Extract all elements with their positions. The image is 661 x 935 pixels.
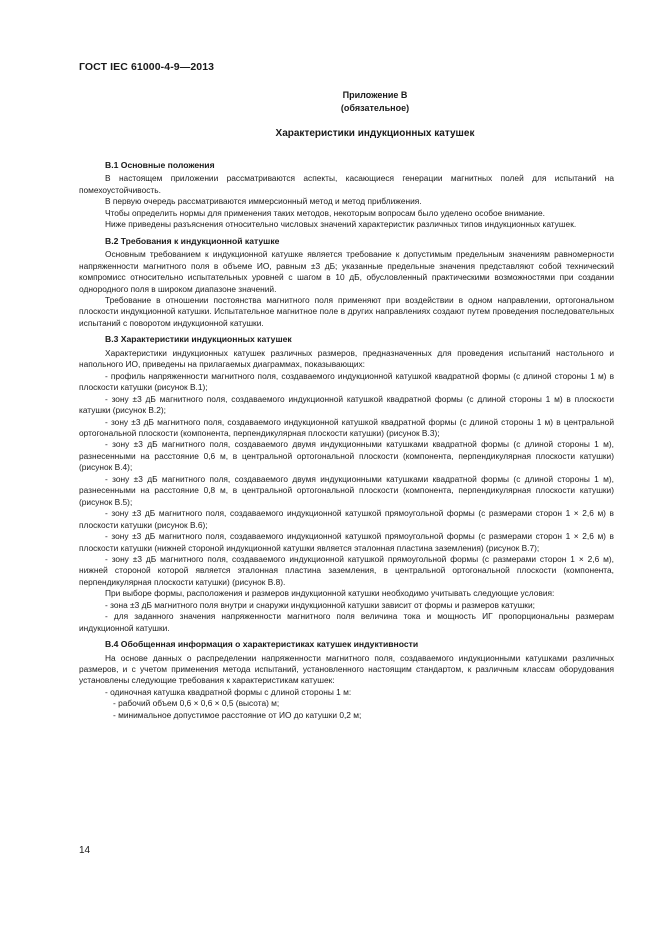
paragraph: Требование в отношении постоянства магнитного поля применяют при воздействии в одном направлении, ортогональном плоскости индукционной катушки. Испытательное магнитное поле в других направлениях создают путем проведения последовательных испытаний с поворотом индукционной катушки. bbox=[79, 294, 614, 328]
annex-heading: Характеристики индукционных катушек bbox=[275, 128, 475, 139]
paragraph: Основным требованием к индукционной катушке является требование к допустимым предельным значениям равномерности напряженности магнитного поля в объеме ИО, равным ±3 дБ; указанные предельные значения представляют собой технический компромисс относительно испытательных уровней с шагом в 10 дБ, обусловленный практическими возможностями при создании однородного поля в широком диапазоне значений. bbox=[79, 249, 614, 294]
paragraph: На основе данных о распределении напряженности магнитного поля, создаваемого индукционными катушками различных размеров, и с учетом применения метода испытаний, установленного настоящим стандартом, к различным классам оборудования установлены следующие требования к характеристикам катушек: bbox=[79, 652, 614, 686]
standard-designation: ГОСТ IEC 61000-4-9—2013 bbox=[79, 61, 215, 73]
list-item: - зону ±3 дБ магнитного поля, создаваемого индукционной катушкой прямоугольной формы (с размерами сторон 1 × 2,6 м) в плоскости катушки (рисунок В.6); bbox=[79, 508, 614, 530]
list-item: - зону ±3 дБ магнитного поля, создаваемого двумя индукционными катушками квадратной формы (с длиной стороны 1 м), разнесенными на расстояние 0,8 м, в центральной ортогональной плоскости (компонента, перпендикулярная плоскости катушки) (рисунок В.5); bbox=[79, 473, 614, 507]
list-item: - зону ±3 дБ магнитного поля, создаваемого двумя индукционными катушками квадратной формы (с длиной стороны 1 м), разнесенными на расстояние 0,6 м, в центральной ортогональной плоскости (компонента, перпендикулярная плоскости катушки) (рисунок В.4); bbox=[79, 439, 614, 473]
sub-list-item: - рабочий объем 0,6 × 0,6 × 0,5 (высота) м; bbox=[113, 698, 280, 709]
paragraph: Ниже приведены разъяснения относительно числовых значений характеристик различных типов индукционных катушек. bbox=[105, 219, 577, 230]
page-number: 14 bbox=[79, 845, 91, 856]
list-item: - зону ±3 дБ магнитного поля, создаваемого индукционной катушкой квадратной формы (с длиной стороны 1 м) в плоскости катушки (рисунок В.2); bbox=[79, 393, 614, 416]
document-body bbox=[79, 160, 614, 721]
list-item: - одиночная катушка квадратной формы с длиной стороны 1 м: bbox=[105, 686, 352, 697]
list-item: - зону ±3 дБ магнитного поля, создаваемого индукционной катушкой прямоугольной формы (с размерами сторон 1 × 2,6 м) в плоскости катушки (нижней стороной индукционной катушки является эталонная пластина заземления) (рисунок В.7); bbox=[79, 531, 614, 553]
section-heading: В.4 Обобщенная информация о характеристиках катушек индуктивности bbox=[105, 639, 419, 650]
paragraph: Характеристики индукционных катушек различных размеров, предназначенных для проведения испытаний настольного и напольного ИО, приведены на прилагаемых диаграммах, показывающих: bbox=[79, 347, 614, 370]
list-item: - зону ±3 дБ магнитного поля, создаваемого индукционной катушкой прямоугольной формы (с размерами сторон 1 × 2,6 м), нижней стороной которой является эталонная пластина заземления, в центральной ортогональной плоскости (компонента, перпендикулярная плоскости катушки) (рисунок В.8). bbox=[79, 553, 614, 587]
list-item: - зона ±3 дБ магнитного поля внутри и снаружи индукционной катушки зависит от формы и размеров катушки; bbox=[105, 599, 535, 610]
section-heading: В.2 Требования к индукционной катушке bbox=[105, 235, 280, 246]
paragraph: В первую очередь рассматриваются иммерсионный метод и метод приближения. bbox=[105, 196, 422, 207]
annex-status: (обязательное) bbox=[340, 103, 410, 113]
list-item: - профиль напряженности магнитного поля, создаваемого индукционной катушкой квадратной формы (с длиной стороны 1 м) в плоскости катушки (рисунок В.1); bbox=[79, 370, 614, 393]
list-item: - зону ±3 дБ магнитного поля, создаваемого индукционной катушкой квадратной формы (с длиной стороны 1 м) в центральной ортогональной плоскости (компонента, перпендикулярная плоскости катушки) (рисунок В.3); bbox=[79, 416, 614, 438]
list-item: - для заданного значения напряженности магнитного поля величина тока и мощность ИГ пропорциональны размерам индукционной катушки. bbox=[79, 611, 614, 633]
annex-title: Приложение В bbox=[342, 90, 408, 100]
section-heading: В.3 Характеристики индукционных катушек bbox=[105, 334, 292, 345]
paragraph: Чтобы определить нормы для применения таких методов, некоторым вопросам было уделено особое внимание. bbox=[105, 207, 545, 218]
sub-list-item: - минимальное допустимое расстояние от ИО до катушки 0,2 м; bbox=[113, 709, 362, 720]
section-heading: В.1 Основные положения bbox=[105, 160, 215, 170]
paragraph: При выборе формы, расположения и размеров индукционной катушки необходимо учитывать следующие условия: bbox=[105, 588, 555, 599]
paragraph: В настоящем приложении рассматриваются аспекты, касающиеся генерации магнитных полей для испытаний на помехоустойчивость. bbox=[79, 173, 614, 195]
